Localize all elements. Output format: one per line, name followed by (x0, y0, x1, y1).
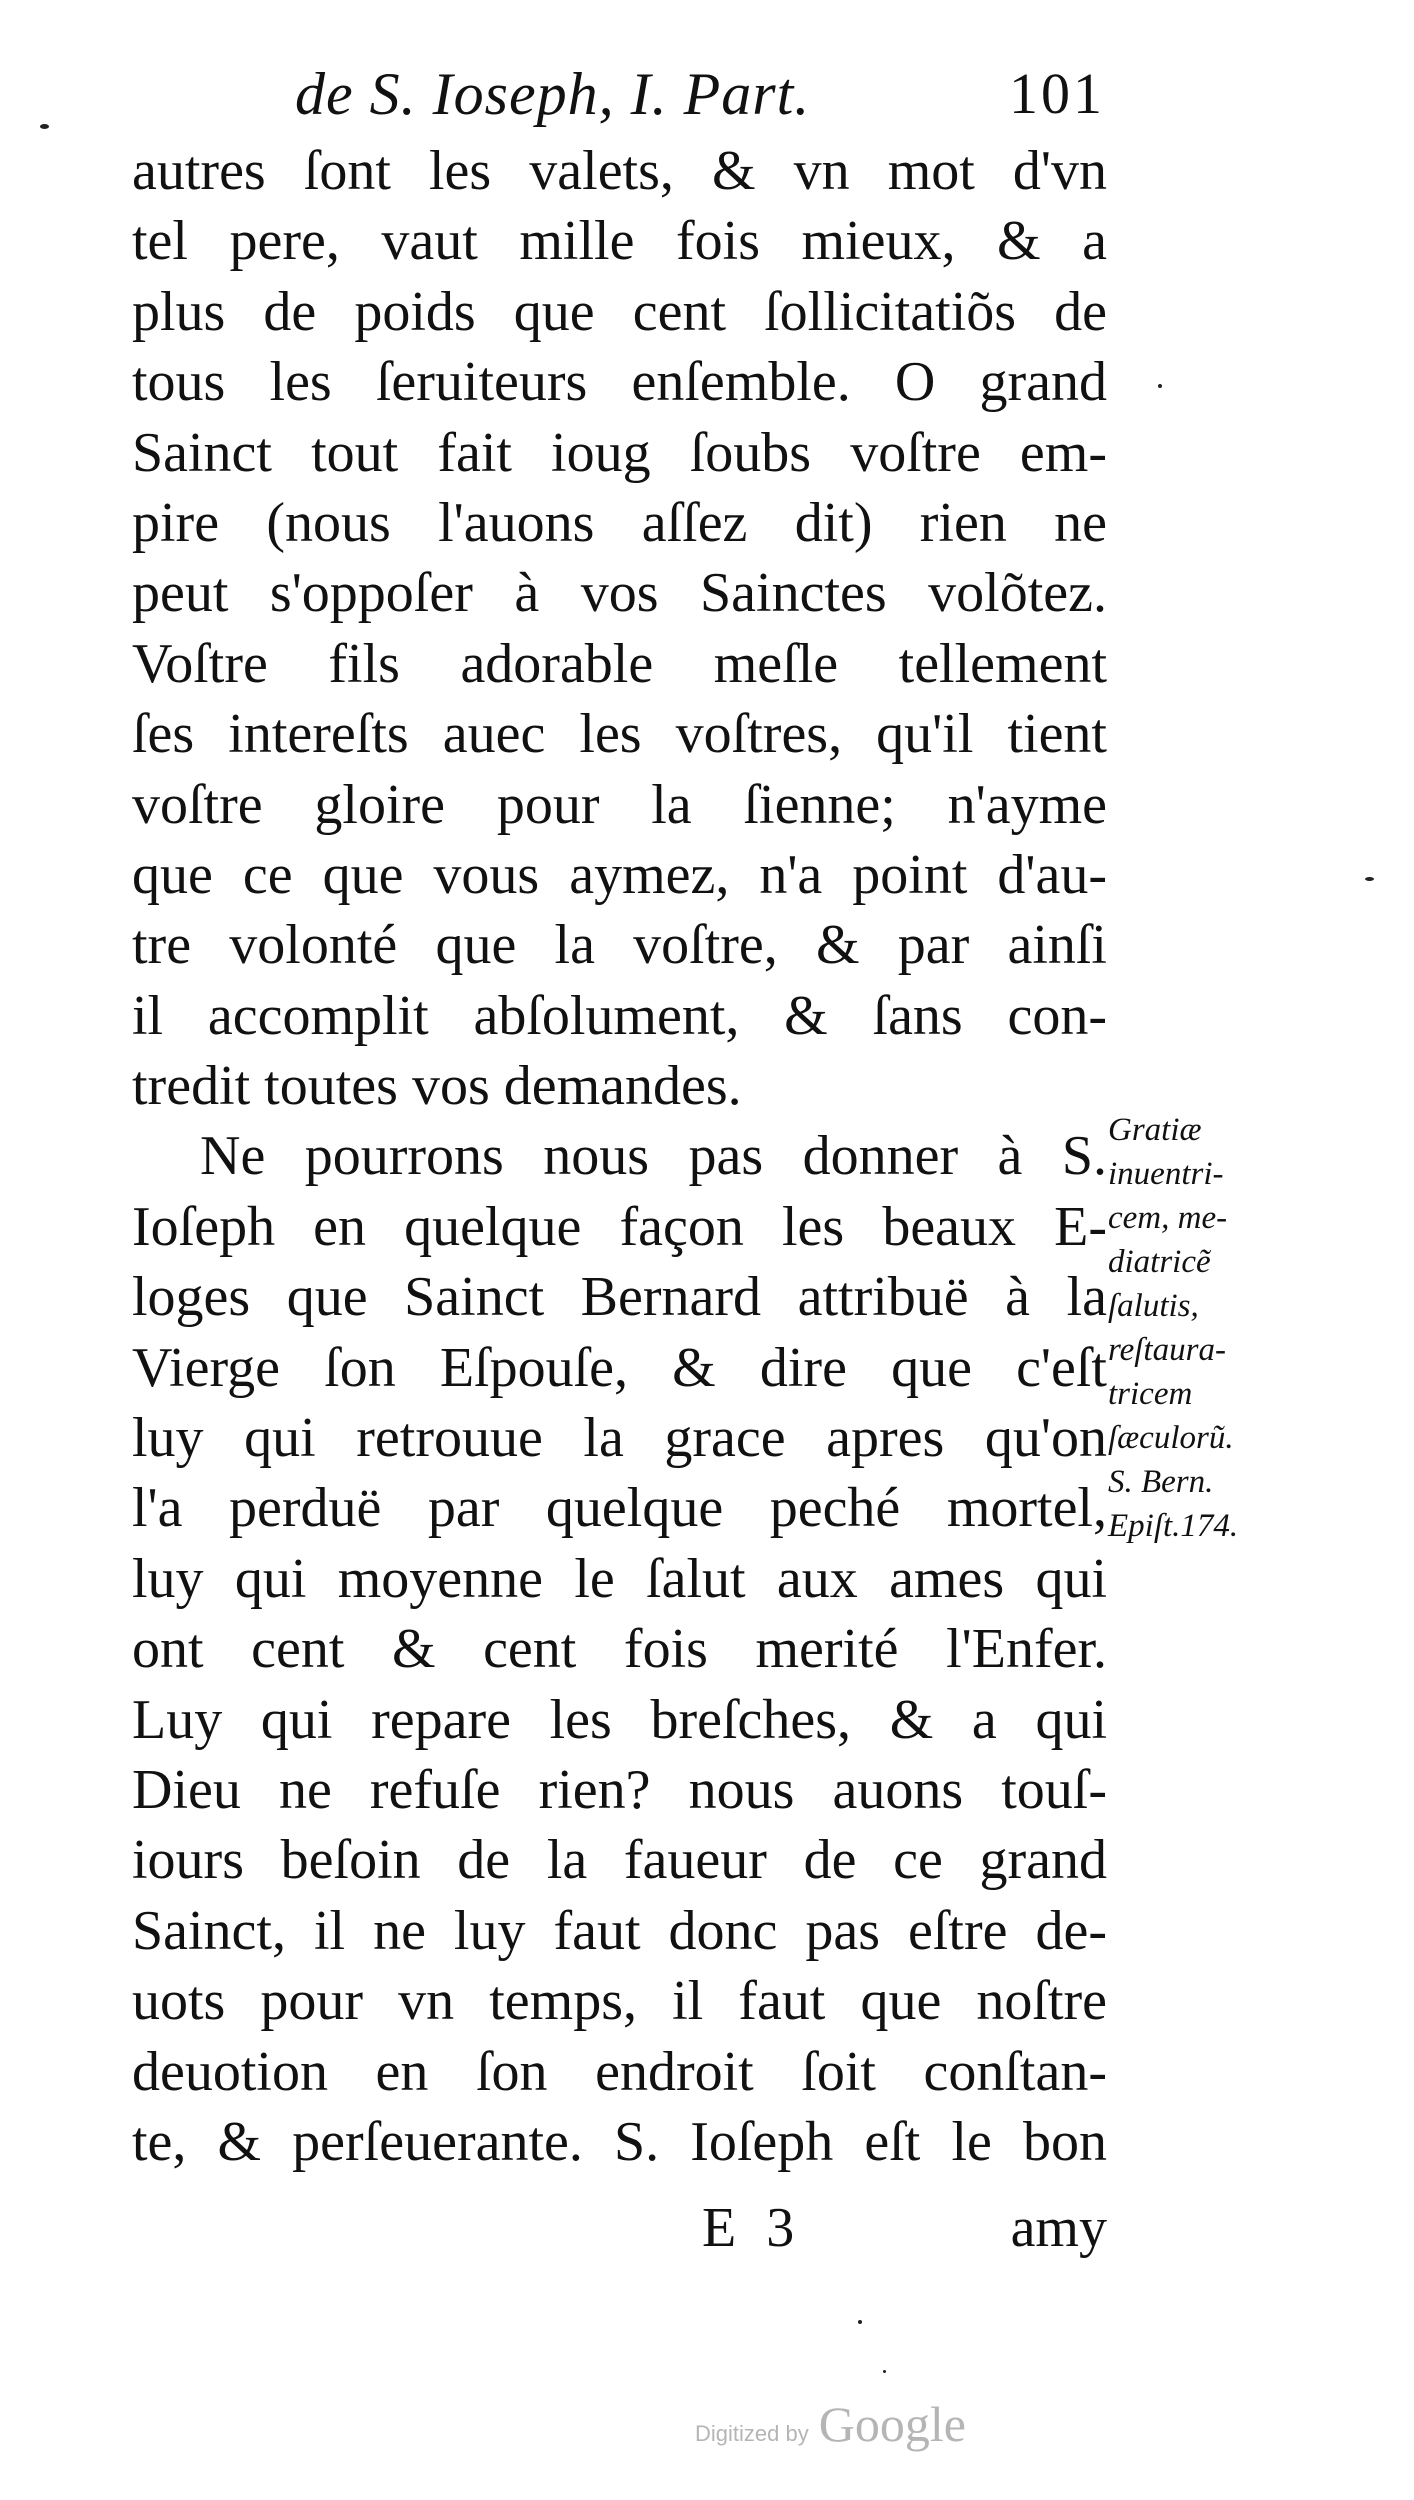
text-line: luy qui moyenne le ſalut aux ames qui (132, 1547, 1107, 1610)
ink-speck (883, 2370, 886, 2373)
watermark-brand: Google (818, 2396, 966, 2452)
margin-note-line: tricem (1108, 1376, 1193, 1412)
margin-note-line: ſæculorũ. (1108, 1420, 1234, 1456)
watermark-prefix: Digitized by (695, 2421, 809, 2446)
catchword: amy (1010, 2197, 1107, 2259)
margin-note-line: cem, me- (1108, 1200, 1228, 1236)
text-line: loges que Sainct Bernard attribuë à la (132, 1266, 1107, 1329)
text-line: Vierge ſon Eſpouſe, & dire que c'eſt (132, 1336, 1107, 1399)
digitized-watermark (695, 2395, 966, 2453)
text-line: l'a perduë par quelque peché mortel, (132, 1477, 1107, 1540)
ink-speck (40, 124, 49, 129)
ink-speck (858, 2320, 862, 2324)
text-line: ſes intereſts auec les voſtres, qu'il tient (132, 703, 1107, 766)
text-line: tel pere, vaut mille fois mieux, & a (132, 210, 1107, 273)
text-line: luy qui retrouue la grace apres qu'on (132, 1407, 1107, 1470)
margin-note-line: reſtaura- (1108, 1332, 1226, 1368)
margin-note-line: inuentri- (1108, 1156, 1224, 1192)
text-line: ont cent & cent fois merité l'Enfer. (132, 1618, 1107, 1681)
page-number: 101 (1009, 61, 1105, 126)
margin-note-line: ſalutis, (1108, 1288, 1199, 1324)
page-footer (132, 2196, 1107, 2268)
margin-note-line: diatricẽ (1108, 1244, 1211, 1280)
paragraph-end-line: tredit toutes vos demandes. (132, 1055, 742, 1118)
text-line: deuotion en ſon endroit ſoit conſtan- (132, 2040, 1107, 2103)
text-line: tre volonté que la voſtre, & par ainſi (132, 914, 1107, 977)
text-line: peut s'oppoſer à vos Sainctes volõtez. (132, 562, 1107, 625)
text-line: pire (nous l'auons aſſez dit) rien ne (132, 491, 1107, 554)
margin-note-line: Gratiæ (1108, 1112, 1202, 1148)
ink-speck (1365, 877, 1374, 881)
text-line: Ioſeph en quelque façon les beaux E- (132, 1195, 1107, 1258)
paragraph-start-line: Ne pourrons nous pas donner à S. (200, 1125, 1107, 1188)
text-line: Dieu ne refuſe rien? nous auons touſ- (132, 1758, 1107, 1821)
text-line: Sainct tout fait ioug ſoubs voſtre em- (132, 421, 1107, 484)
text-line: plus de poids que cent ſollicitatiõs de (132, 280, 1107, 343)
ink-speck (1158, 384, 1162, 388)
text-line: autres ſont les valets, & vn mot d'vn (132, 140, 1107, 202)
text-line: te, & perſeuerante. S. Ioſeph eſt le bon (132, 2110, 1107, 2173)
text-line: que ce que vous aymez, n'a point d'au- (132, 843, 1107, 906)
text-line: voſtre gloire pour la ſienne; n'ayme (132, 773, 1107, 836)
margin-note (1108, 1108, 1328, 1548)
text-line: uots pour vn temps, il faut que noſtre (132, 1970, 1107, 2033)
text-line: tous les ſeruiteurs enſemble. O grand (132, 351, 1107, 414)
text-line: Sainct, il ne luy faut donc pas eſtre de- (132, 1899, 1107, 1962)
page-header (295, 60, 1105, 130)
text-line: Voſtre fils adorable meſle tellement (132, 632, 1107, 695)
margin-note-line: S. Bern. (1108, 1464, 1214, 1500)
text-line: iours beſoin de la faueur de ce grand (132, 1829, 1107, 1892)
body-text (132, 136, 1107, 2177)
margin-note-line: Epiſt.174. (1108, 1508, 1239, 1544)
text-line: Luy qui repare les breſches, & a qui (132, 1688, 1107, 1751)
running-title: de S. Ioseph, I. Part. (295, 61, 811, 127)
signature-mark: E 3 (702, 2197, 803, 2259)
text-line: il accomplit abſolument, & ſans con- (132, 984, 1107, 1047)
